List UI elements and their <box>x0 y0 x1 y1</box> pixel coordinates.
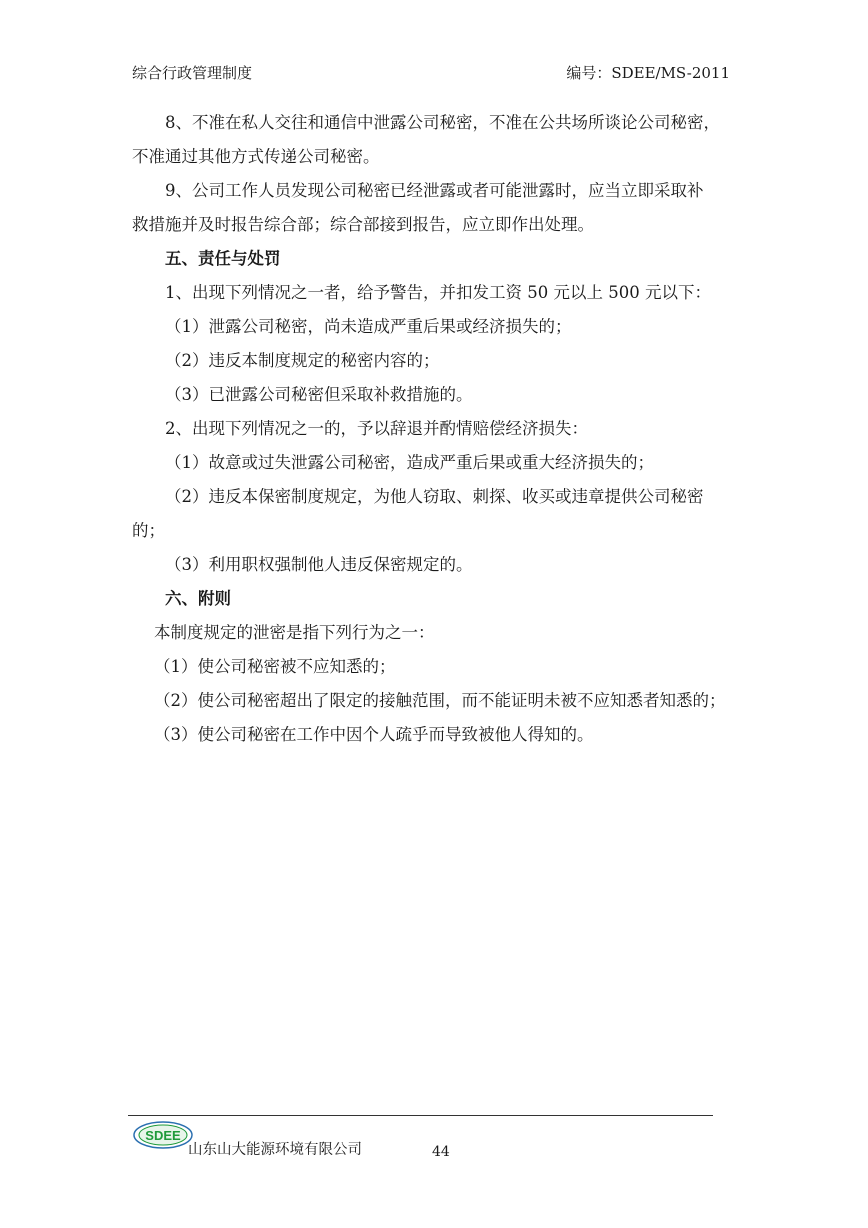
footer-divider <box>128 1115 713 1116</box>
section-5-item-1: 1、出现下列情况之一者，给予警告，并扣发工资 50 元以上 500 元以下： <box>165 283 711 302</box>
section-5-item-2b-line2: 的； <box>132 521 165 540</box>
section-5-item-2c: （3）利用职权强制他人违反保密规定的。 <box>165 555 473 574</box>
paragraph-8-line1: 8、不准在私人交往和通信中泄露公司秘密，不准在公共场所谈论公司秘密， <box>165 113 720 132</box>
paragraph-9-line1: 9、公司工作人员发现公司秘密已经泄露或者可能泄露时，应当立即采取补 <box>165 181 704 200</box>
document-body <box>132 106 748 752</box>
document-number: 编号：SDEE/MS-2011 <box>566 64 730 82</box>
section-5-item-2a: （1）故意或过失泄露公司秘密，造成严重后果或重大经济损失的； <box>165 453 654 472</box>
section-5-item-1c: （3）已泄露公司秘密但采取补救措施的。 <box>165 385 473 404</box>
paragraph-9-line2: 救措施并及时报告综合部；综合部接到报告，应立即作出处理。 <box>132 215 594 234</box>
section-6-item-a: （1）使公司秘密被不应知悉的； <box>154 657 396 676</box>
page-header <box>132 62 730 84</box>
section-5-item-1b: （2）违反本制度规定的秘密内容的； <box>165 351 440 370</box>
paragraph-8-line2: 不准通过其他方式传递公司秘密。 <box>132 147 380 166</box>
logo-text: SDEE <box>145 1128 181 1143</box>
section-5-item-2: 2、出现下列情况之一的，予以辞退并酌情赔偿经济损失： <box>165 419 588 438</box>
section-6-heading: 六、附则 <box>165 589 231 608</box>
section-5-item-1a: （1）泄露公司秘密，尚未造成严重后果或经济损失的； <box>165 317 572 336</box>
section-6-intro: 本制度规定的泄密是指下列行为之一： <box>154 623 435 642</box>
header-title: 综合行政管理制度 <box>132 64 253 82</box>
section-5-heading: 五、责任与处罚 <box>165 249 281 268</box>
section-6-item-b: （2）使公司秘密超出了限定的接触范围，而不能证明未被不应知悉者知悉的； <box>154 691 726 710</box>
page-number: 44 <box>432 1144 450 1160</box>
section-5-item-2b-line1: （2）违反本保密制度规定，为他人窃取、刺探、收买或违章提供公司秘密 <box>165 487 704 506</box>
company-logo <box>131 1118 195 1150</box>
company-name: 山东山大能源环境有限公司 <box>188 1142 362 1158</box>
section-6-item-c: （3）使公司秘密在工作中因个人疏乎而导致被他人得知的。 <box>154 725 594 744</box>
